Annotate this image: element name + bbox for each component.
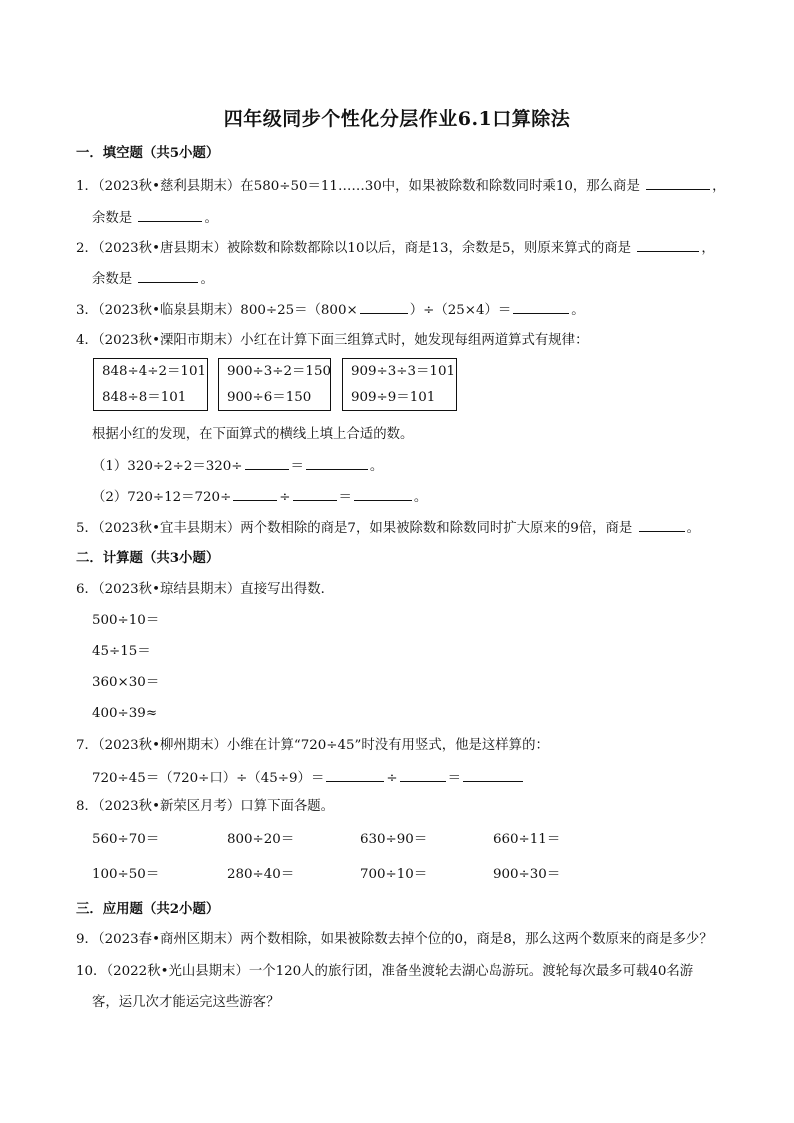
question-9-text: 9．（2023春•商州区期末）两个数相除，如果被除数去掉个位的0，商是8，那么这两个数原来的商是多少？ (76, 932, 713, 947)
answer-blank[interactable] (138, 268, 198, 283)
question-3-text: 3．（2023秋•临泉县期末）800÷25＝（800× (76, 303, 358, 318)
answer-blank[interactable] (463, 767, 523, 782)
question-7-equation (92, 767, 525, 789)
answer-blank[interactable] (400, 767, 446, 782)
mental-math-item: 560÷70＝ (92, 832, 160, 847)
section-heading-calculation: 二．计算题（共3小题） (76, 550, 220, 566)
question-2-remainder-label: 余数是 (92, 272, 133, 287)
example-equation: 900÷3÷2＝150 (227, 364, 331, 379)
question-1-line-2 (92, 207, 218, 229)
page-title: 四年级同步个性化分层作业6.1口算除法 (223, 108, 571, 130)
equals-sign: ＝ (447, 771, 461, 786)
punctuation: 。 (686, 521, 700, 536)
question-5 (76, 517, 700, 539)
punctuation: ， (701, 241, 715, 256)
mental-math-item: 700÷10＝ (360, 867, 428, 882)
example-box-2 (218, 358, 331, 411)
question-5-text: 5．（2023秋•宜丰县期末）两个数相除的商是7，如果被除数和除数同时扩大原来的9倍，商是 (76, 521, 633, 536)
question-4-instruction: 根据小红的发现，在下面算式的横线上填上合适的数。 (92, 427, 414, 442)
mental-math-item: 800÷20＝ (227, 832, 295, 847)
punctuation: ， (712, 179, 726, 194)
question-2-line-2 (92, 268, 214, 290)
answer-blank[interactable] (138, 207, 202, 222)
equals-sign: ＝ (338, 490, 352, 505)
answer-blank[interactable] (360, 299, 408, 314)
calc-item: 400÷39≈ (92, 706, 158, 721)
answer-blank[interactable] (306, 455, 368, 470)
answer-blank[interactable] (637, 237, 699, 252)
question-2-text: 2．（2023秋•唐县期末）被除数和除数都除以10以后，商是13，余数是5，则原来算式的商是 (76, 241, 632, 256)
answer-blank[interactable] (293, 486, 337, 501)
mental-math-item: 100÷50＝ (92, 867, 160, 882)
punctuation: 。 (200, 272, 214, 287)
mental-math-item: 900÷30＝ (493, 867, 561, 882)
section-heading-fill-blank: 一．填空题（共5小题） (76, 145, 220, 161)
example-equation: 848÷8＝101 (102, 390, 187, 405)
answer-blank[interactable] (639, 517, 685, 532)
question-4-part-1 (92, 455, 383, 477)
section-heading-application: 三．应用题（共2小题） (76, 901, 220, 917)
answer-blank[interactable] (513, 299, 569, 314)
calc-item: 500÷10＝ (92, 613, 160, 628)
punctuation: 。 (369, 459, 384, 474)
divide-sign: ÷ (279, 490, 291, 505)
example-equation: 909÷3÷3＝101 (351, 364, 455, 379)
answer-blank[interactable] (326, 767, 384, 782)
mental-math-item: 280÷40＝ (227, 867, 295, 882)
question-10-line-1: 10．（2022秋•光山县期末）一个120人的旅行团，准备坐渡轮去湖心岛游玩。渡轮每次最多可载40名游 (76, 964, 694, 979)
part-2-text: （2）720÷12＝720÷ (92, 490, 232, 505)
example-box-3 (342, 358, 457, 411)
question-1-remainder-label: 余数是 (92, 211, 133, 226)
question-8-text: 8．（2023秋•新荣区月考）口算下面各题。 (76, 799, 335, 814)
question-2-line-1 (76, 237, 715, 259)
mental-math-item: 660÷11＝ (493, 832, 561, 847)
question-1-line-1 (76, 175, 726, 197)
calc-item: 360×30＝ (92, 675, 160, 690)
question-3-text-b: ）÷（25×4）＝ (409, 303, 512, 318)
question-10-line-2: 客，运几次才能运完这些游客？ (92, 995, 280, 1010)
punctuation: 。 (204, 211, 218, 226)
question-3 (76, 299, 585, 321)
punctuation: 。 (571, 303, 585, 318)
question-4-part-2 (92, 486, 427, 508)
calc-item: 45÷15＝ (92, 644, 151, 659)
punctuation: 。 (413, 490, 428, 505)
answer-blank[interactable] (233, 486, 277, 501)
question-7-text: 7．（2023秋•柳州期末）小维在计算“720÷45”时没有用竖式，他是这样算的： (76, 738, 549, 753)
example-equation: 900÷6＝150 (227, 390, 312, 405)
equals-sign: ＝ (290, 459, 304, 474)
part-1-text: （1）320÷2÷2＝320÷ (92, 459, 243, 474)
answer-blank[interactable] (646, 175, 710, 190)
equation-text: 720÷45＝（720÷口）÷（45÷9）＝ (92, 771, 325, 786)
example-box-1 (93, 358, 208, 411)
question-6-text: 6．（2023秋•琼结县期末）直接写出得数． (76, 582, 335, 597)
question-4-text: 4．（2023秋•溧阳市期末）小红在计算下面三组算式时，她发现每组两道算式有规律： (76, 333, 589, 348)
question-1-text: 1．（2023秋•慈利县期末）在580÷50＝11……30中，如果被除数和除数同时乘10，那么商是 (76, 179, 640, 194)
divide-sign: ÷ (386, 771, 398, 786)
example-equation: 909÷9＝101 (351, 390, 436, 405)
answer-blank[interactable] (354, 486, 412, 501)
mental-math-item: 630÷90＝ (360, 832, 428, 847)
example-equation: 848÷4÷2＝101 (102, 364, 206, 379)
answer-blank[interactable] (245, 455, 289, 470)
